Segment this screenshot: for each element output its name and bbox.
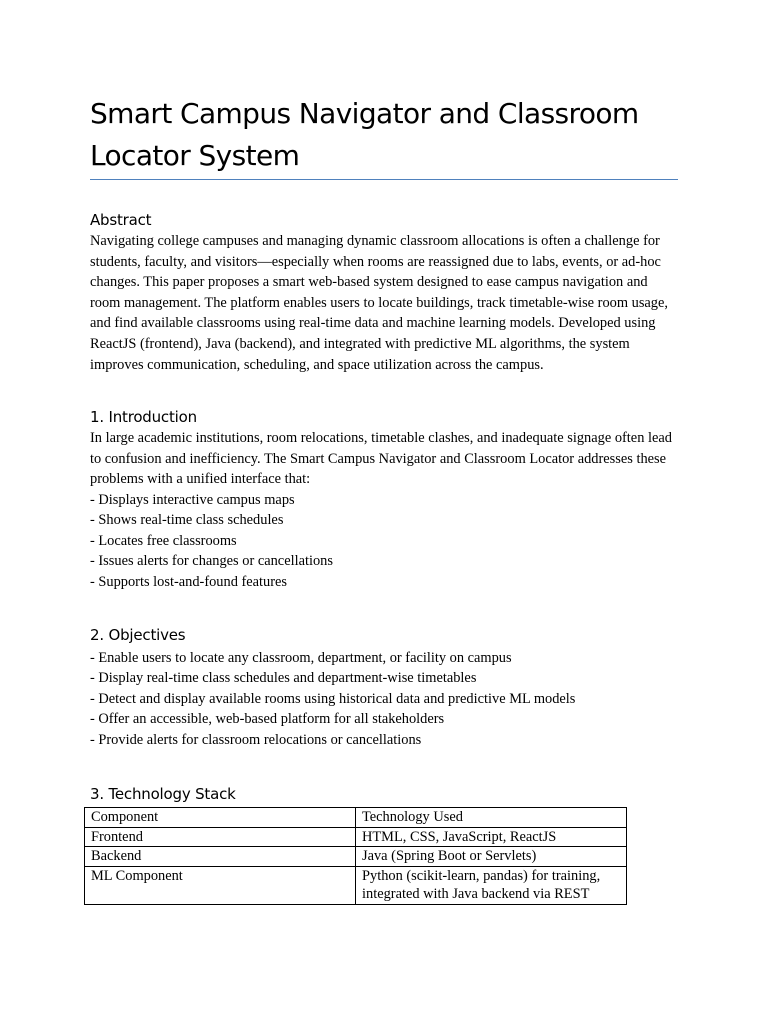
abstract-heading: Abstract [90,211,152,229]
introduction-text: In large academic institutions, room relocations, timetable clashes, and inadequate signage often lead to confusion and inefficiency. The Smart Campus Navigator and Classroom Locator addresses these problems with a unified interface that: [90,430,672,488]
list-item: - Supports lost-and-found features [90,573,288,590]
document-page [90,93,678,903]
table-cell: HTML, CSS, JavaScript, ReactJS [356,827,627,847]
list-item: - Displays interactive campus maps [90,491,295,508]
table-cell: Python (scikit-learn, pandas) for training, integrated with Java backend via REST [356,866,627,904]
table-header-cell: Technology Used [356,808,627,828]
table-header-cell: Component [85,808,356,828]
list-item: - Display real-time class schedules and department-wise timetables [90,670,477,687]
table-cell: Java (Spring Boot or Servlets) [356,847,627,867]
introduction-heading: 1. Introduction [90,408,197,427]
list-item: - Detect and display available rooms using historical data and predictive ML models [90,690,576,707]
title-underline [90,179,678,180]
list-item: - Enable users to locate any classroom, department, or facility on campus [90,649,512,666]
list-item: - Provide alerts for classroom relocations or cancellations [90,731,422,748]
table-row [85,866,627,904]
objectives-list [90,648,678,750]
technology-table [84,807,627,905]
technology-stack-heading: 3. Technology Stack [90,785,236,803]
table-row [85,847,627,867]
introduction-list [90,490,678,592]
list-item: - Locates free classrooms [90,532,237,549]
list-item: - Shows real-time class schedules [90,512,284,529]
table-row [85,827,627,847]
objectives-heading: 2. Objectives [90,625,186,644]
document-title: Smart Campus Navigator and Classroom Locator System [90,97,639,172]
table-cell: Backend [85,847,356,867]
table-cell: Frontend [85,827,356,847]
table-cell: ML Component [85,866,356,904]
technology-table-wrapper [90,807,678,903]
table-header-row [85,808,627,828]
abstract-text: Navigating college campuses and managing dynamic classroom allocations is often a challenge for students, faculty, and visitors—especially when rooms are reassigned due to labs, events, or ad-hoc changes. This paper proposes a smart web-based system designed to ease campus navigation and room management. The platform enables users to locate buildings, track timetable-wise room usage, and find available classrooms using real-time data and machine learning models. Developed using ReactJS (frontend), Java (backend), and integrated with predictive ML algorithms, the system improves communication, scheduling, and space utilization across the campus. [90,233,668,373]
list-item: - Issues alerts for changes or cancellations [90,553,333,570]
list-item: - Offer an accessible, web-based platform for all stakeholders [90,711,445,728]
